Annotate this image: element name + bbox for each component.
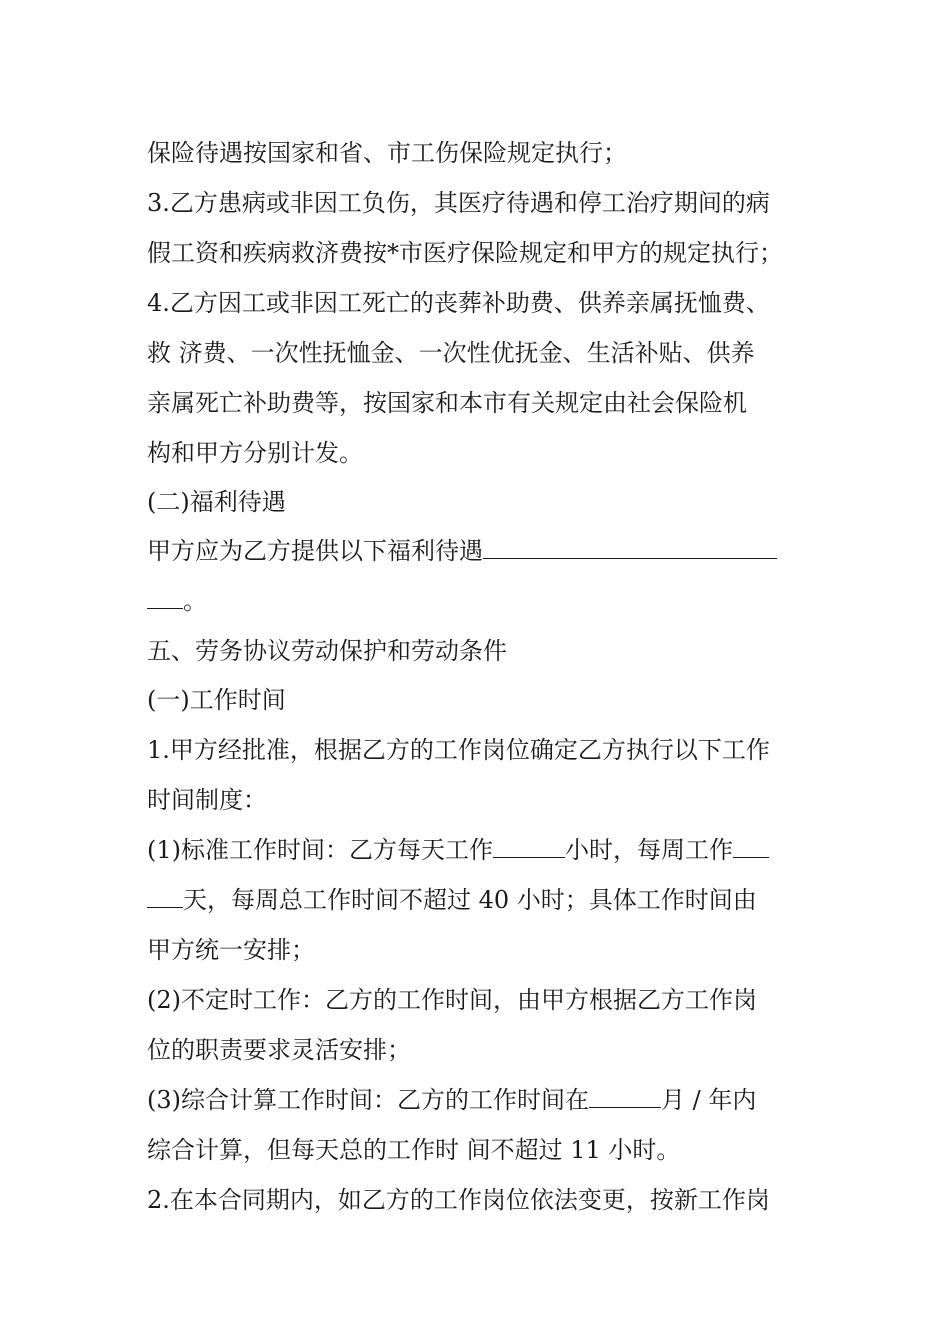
text-line: 救 济费、一次性抚恤金、一次性优抚金、生活补贴、供养 xyxy=(147,339,755,367)
fill-in-blank[interactable] xyxy=(147,586,183,609)
text-line: 甲方应为乙方提供以下福利待遇 xyxy=(147,534,807,568)
fill-in-blank[interactable] xyxy=(483,536,777,559)
text-line: 4.乙方因工或非因工死亡的丧葬补助费、供养亲属抚恤费、 xyxy=(147,289,770,317)
text-line: 假工资和疾病救济费按*市医疗保险规定和甲方的规定执行； xyxy=(147,239,783,267)
text-line: 2.在本合同期内，如乙方的工作岗位依法变更，按新工作岗 xyxy=(147,1186,770,1214)
fill-in-blank[interactable] xyxy=(589,1085,661,1108)
text-line: 3.乙方患病或非因工负伤，其医疗待遇和停工治疗期间的病 xyxy=(147,189,770,217)
text-line: (1)标准工作时间：乙方每天工作 小时，每周工作 xyxy=(147,833,807,867)
text-line: 1.甲方经批准，根据乙方的工作岗位确定乙方执行以下工作 xyxy=(147,736,770,764)
text-line: 。 xyxy=(147,584,807,618)
text-line: 综合计算，但每天总的工作时 间不超过 11 小时。 xyxy=(147,1136,681,1164)
fill-in-blank[interactable] xyxy=(147,885,183,908)
text-line: 构和甲方分别计发。 xyxy=(147,439,363,467)
fill-in-blank[interactable] xyxy=(493,835,565,858)
text-line: 保险待遇按国家和省、市工伤保险规定执行； xyxy=(147,139,627,167)
section-heading: (二)福利待遇 xyxy=(147,488,286,516)
text-line: 天，每周总工作时间不超过 40 小时；具体工作时间由 xyxy=(147,883,807,917)
text-line: 时间制度： xyxy=(147,786,267,814)
section-heading: 五、劳务协议劳动保护和劳动条件 xyxy=(147,637,507,665)
text-line: 位的职责要求灵活安排； xyxy=(147,1036,411,1064)
text-line: 甲方统一安排； xyxy=(147,936,315,964)
text-line: (3)综合计算工作时间：乙方的工作时间在 月 / 年内 xyxy=(147,1086,757,1114)
text-line: (2)不定时工作：乙方的工作时间，由甲方根据乙方工作岗 xyxy=(147,986,757,1014)
section-heading: (一)工作时间 xyxy=(147,686,286,714)
text-line: 亲属死亡补助费等，按国家和本市有关规定由社会保险机 xyxy=(147,389,747,417)
fill-in-blank[interactable] xyxy=(733,835,769,858)
